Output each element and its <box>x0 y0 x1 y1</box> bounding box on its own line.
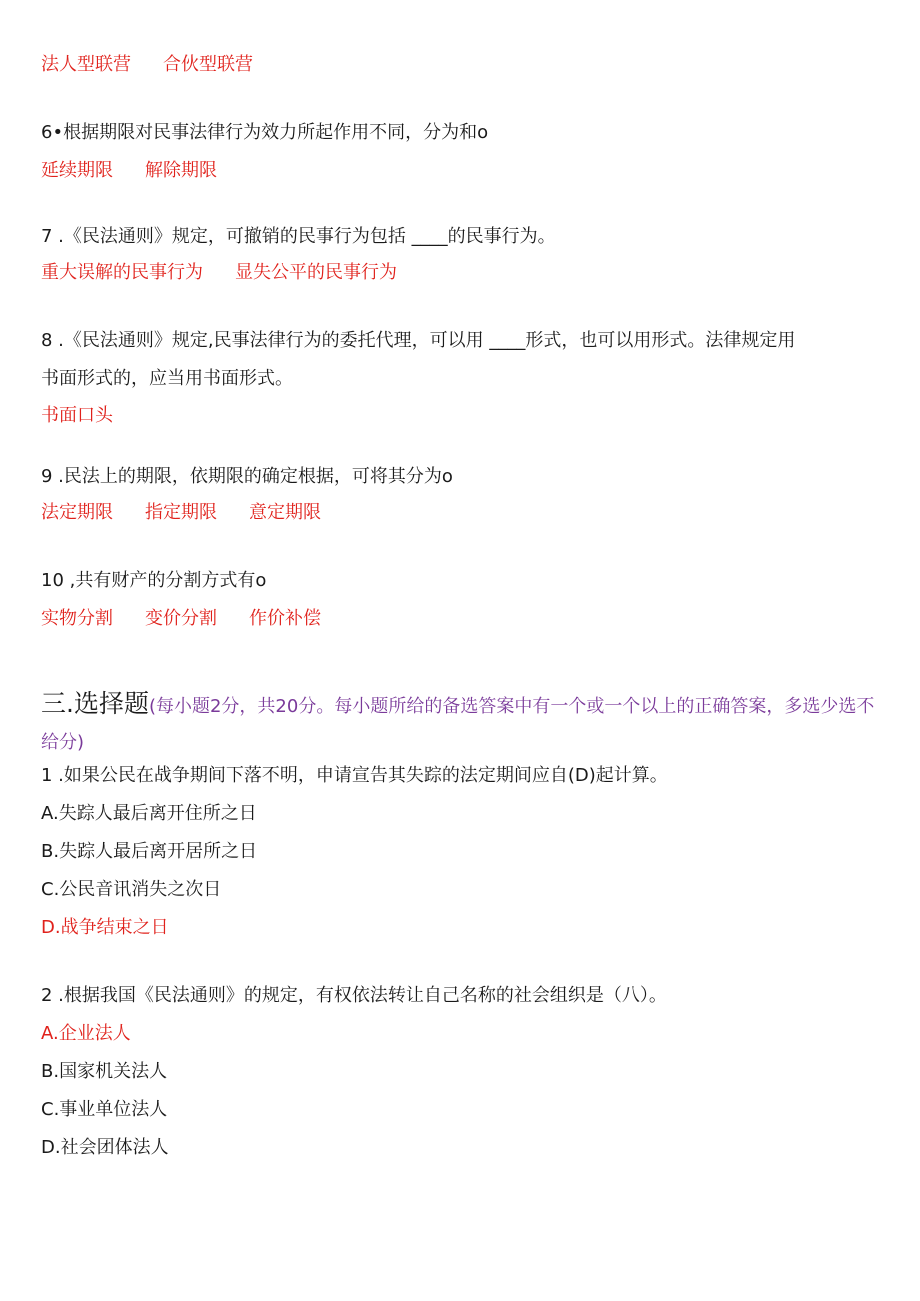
section-note: (每小题2分，共20分。每小题所给的备选答案中有一个或一个以上的正确答案，多选少选不给分) <box>41 696 875 753</box>
answer: 法人型联营 <box>41 54 131 75</box>
q6-answers <box>41 159 249 183</box>
answer: 变价分割 <box>145 608 217 629</box>
answer: 重大误解的民事行为 <box>41 262 203 283</box>
q8-answers <box>41 404 145 428</box>
section-title: 三.选择题 <box>41 689 149 718</box>
q7-answers <box>41 261 429 285</box>
question-6: 6•根据期限对民事法律行为效力所起作用不同，分为和o <box>41 122 489 143</box>
option-d: D.社会团体法人 <box>41 1137 169 1158</box>
answer: 实物分割 <box>41 608 113 629</box>
option-b: B.国家机关法人 <box>41 1061 168 1082</box>
answer: 显失公平的民事行为 <box>235 262 397 283</box>
answer: 书面口头 <box>41 405 113 426</box>
choice-question-1: 1 .如果公民在战争期间下落不明，申请宣告其失踪的法定期间应自(D)起计算。 <box>41 765 668 786</box>
option-b: B.失踪人最后离开居所之日 <box>41 841 258 862</box>
answer: 意定期限 <box>249 502 321 523</box>
question-10: 10 ,共有财产的分割方式有o <box>41 570 267 591</box>
question-8: 8 .《民法通则》规定,民事法律行为的委托代理，可以用 ____形式，也可以用形式。法律规定用 <box>41 330 796 351</box>
option-a-correct: A.企业法人 <box>41 1023 131 1044</box>
question-8-cont: 书面形式的，应当用书面形式。 <box>41 368 293 389</box>
answer: 法定期限 <box>41 502 113 523</box>
option-c: C.事业单位法人 <box>41 1099 168 1120</box>
q10-answers <box>41 607 353 631</box>
answer: 合伙型联营 <box>163 54 253 75</box>
question-9: 9 .民法上的期限，依期限的确定根据，可将其分为o <box>41 466 453 487</box>
option-a: A.失踪人最后离开住所之日 <box>41 803 257 824</box>
option-c: C.公民音讯消失之次日 <box>41 879 222 900</box>
answer: 解除期限 <box>145 160 217 181</box>
answer: 作价补偿 <box>249 608 321 629</box>
answer: 指定期限 <box>145 502 217 523</box>
choice-question-2: 2 .根据我国《民法通则》的规定，有权依法转让自己名称的社会组织是（八）。 <box>41 985 667 1006</box>
question-7: 7 .《民法通则》规定，可撤销的民事行为包括 ____的民事行为。 <box>41 226 556 247</box>
section-3-heading <box>41 686 881 761</box>
q5-answers <box>41 53 285 77</box>
option-d-correct: D.战争结束之日 <box>41 917 169 938</box>
answer: 延续期限 <box>41 160 113 181</box>
q9-answers <box>41 501 353 525</box>
